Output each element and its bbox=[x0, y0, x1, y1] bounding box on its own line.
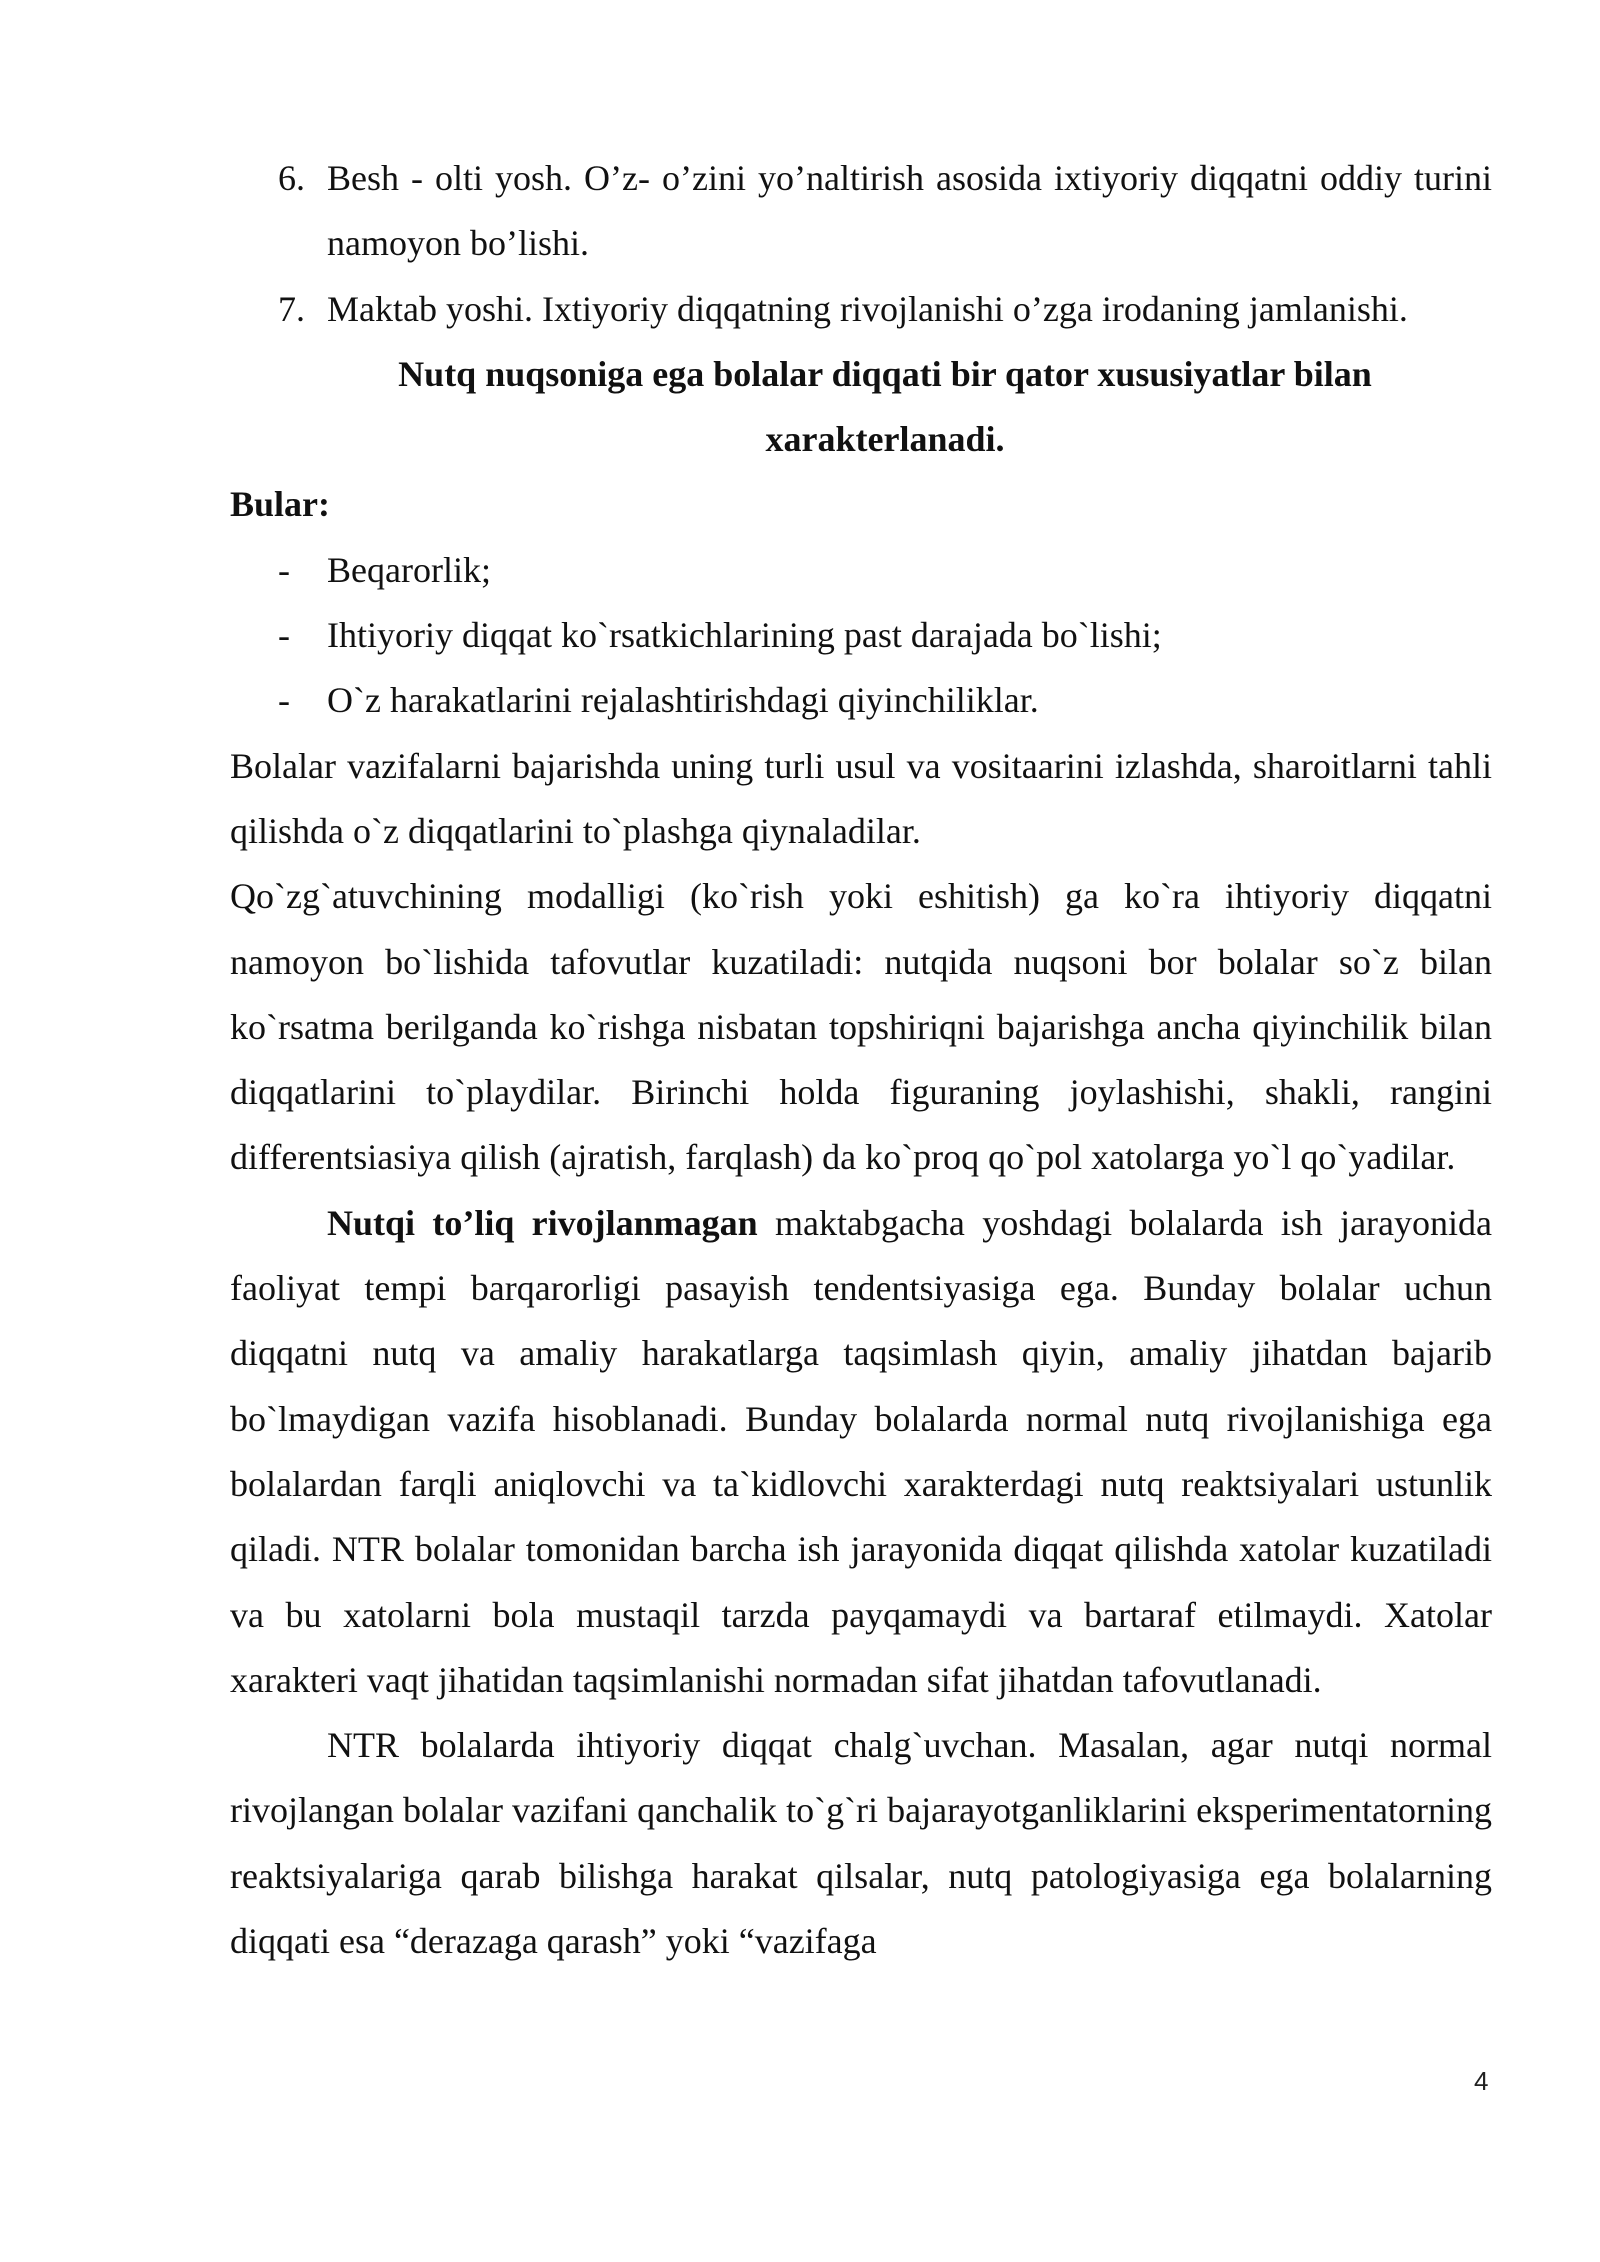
paragraph-text: maktabgacha yoshdagi bolalarda ish jarayonida faoliyat tempi barqarorligi pasayish tendentsiyasiga ega. Bunday bolalar uchun diqqatni nutq va amaliy harakatlarga taqsimlash qiyin, amaliy jihatdan bajarib bo`lmaydigan vazifa hisoblanadi. Bunday bolalarda normal nutq rivojlanishiga ega bolalardan farqli aniqlovchi va ta`kidlovchi xarakterdagi nutq reaktsiyalari ustunlik qiladi. NTR bolalar tomonidan barcha ish jarayonida diqqat qilishda xatolar kuzatiladi va bu xatolarni bola mustaqil tarzda payqamaydi va bartaraf etilmaydi. Xatolar xarakteri vaqt jihatidan taqsimlanishi normadan sifat jihatdan tafovutlanadi. bbox=[230, 1202, 1492, 1700]
list-item-text: Beqarorlik; bbox=[327, 549, 491, 590]
paragraph: Bolalar vazifalarni bajarishda uning turli usul va vositaarini izlashda, sharoitlarni tahli qilishda o`z diqqatlarini to`plashga qiynaladilar. bbox=[230, 745, 1492, 851]
dash-marker: - bbox=[278, 549, 290, 590]
paragraph: Qo`zg`atuvchining modalligi (ko`rish yoki eshitish) ga ko`ra ihtiyoriy diqqatni namoyon bo`lishida tafovutlar kuzatiladi: nutqida nuqsoni bor bolalar so`z bilan ko`rsatma berilganda ko`rishga nisbatan topshiriqni bajarishga ancha qiyinchilik bilan diqqatlarini to`playdilar. Birinchi holda figuraning joylashishi, shakli, rangini differentsiasiya qilish (ajratish, farqlash) da ko`proq qo`pol xatolarga yo`l qo`yadilar. bbox=[230, 876, 1492, 1178]
list-item bbox=[230, 668, 1492, 733]
list-marker: 7. bbox=[278, 288, 305, 329]
list-item-text: Ihtiyoriy diqqat ko`rsatkichlarining past darajada bo`lishi; bbox=[327, 615, 1162, 656]
list-item-text: Maktab yoshi. Ixtiyoriy diqqatning rivojlanishi o’zga irodaning jamlanishi. bbox=[327, 288, 1408, 329]
list-marker: 6. bbox=[278, 158, 305, 198]
paragraph: NTR bolalarda ihtiyoriy diqqat chalg`uvchan. Masalan, agar nutqi normal rivojlangan bolalar vazifani qanchalik to`g`ri bajarayotganliklarini eksperimentatorning reaktsiyalariga qarab bilishga harakat qilsalar, nutq patologiyasiga ega bolalarning diqqati esa “derazaga qarash” yoki “vazifaga bbox=[230, 1725, 1492, 1962]
list-item bbox=[230, 277, 1492, 342]
document-page bbox=[230, 146, 1492, 1974]
list-item bbox=[230, 146, 1492, 277]
paragraph-lead: Nutqi to’liq rivojlanmagan bbox=[327, 1202, 758, 1243]
list-item bbox=[230, 538, 1492, 603]
list-item-text: Besh - olti yosh. O’z- o’zini yo’naltirish asosida ixtiyoriy diqqatni oddiy turini namoyon bo’lishi. bbox=[327, 158, 1492, 264]
dash-marker: - bbox=[278, 615, 290, 656]
list-item-text: O`z harakatlarini rejalashtirishdagi qiyinchiliklar. bbox=[327, 680, 1039, 721]
paragraph bbox=[230, 1191, 1492, 1713]
page-number: 4 bbox=[1474, 2066, 1489, 2096]
list-item bbox=[230, 603, 1492, 668]
dash-marker: - bbox=[278, 680, 290, 721]
section-heading: Nutq nuqsoniga ega bolalar diqqati bir qator xususiyatlar bilan xarakterlanadi. bbox=[398, 353, 1372, 460]
bular-label: Bular: bbox=[230, 484, 331, 525]
